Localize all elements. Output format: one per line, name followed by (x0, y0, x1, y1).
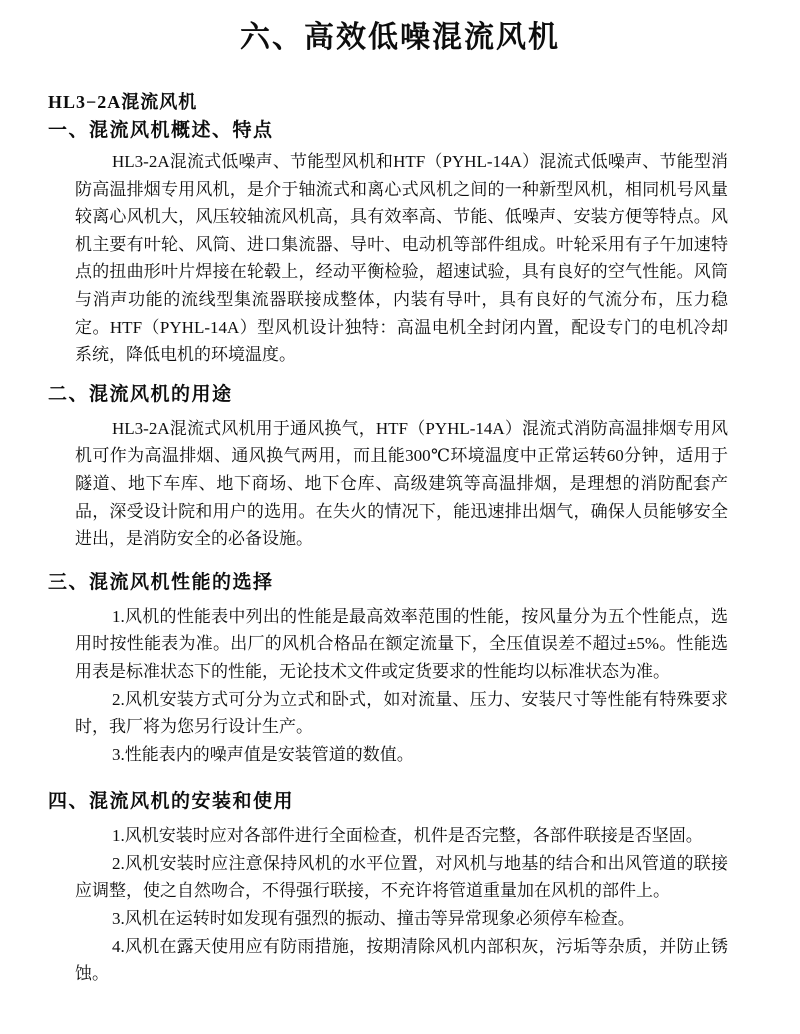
section-overview (0, 119, 800, 369)
installation-item-1: 1.风机安装时应对各部件进行全面检查，机件是否完整，各部件联接是否坚固。 (112, 826, 703, 846)
performance-item-3: 3.性能表内的噪声值是安装管道的数值。 (112, 744, 414, 764)
section-heading-overview: 一、混流风机概述、特点 (48, 120, 274, 141)
section-installation (0, 790, 800, 988)
section-heading-usage: 二、混流风机的用途 (48, 383, 233, 405)
section-performance-selection (0, 571, 800, 769)
product-name: HL3−2A混流风机 (48, 92, 198, 112)
section-heading-installation: 四、混流风机的安装和使用 (48, 791, 295, 813)
performance-item-2: 2.风机安装方式可分为立式和卧式，如对流量、压力、安装尺寸等性能有特殊要求时，我厂将为您另行设计生产。 (75, 689, 728, 737)
usage-paragraph: HL3-2A混流式风机用于通风换气，HTF（PYHL-14A）混流式消防高温排烟专用风机可作为高温排烟、通风换气两用，而且能300℃环境温度中正常运转60分钟，适用于隧道、地下车库、地下商场、地下仓库、高级建筑等高温排烟，是理想的消防配套产品，深受设计院和用户的选用。在失火的情况下，能迅速排出烟气，确保人员能够安全进出，是消防安全的必备设施。 (75, 418, 728, 549)
document-page (0, 20, 800, 1034)
installation-item-3: 3.风机在运转时如发现有强烈的振动、撞击等异常现象必须停车检查。 (112, 909, 635, 929)
page-title: 六、高效低噪混流风机 (240, 21, 560, 54)
section-heading-performance: 三、混流风机性能的选择 (48, 571, 274, 593)
installation-item-2: 2.风机安装时应注意保持风机的水平位置，对风机与地基的结合和出风管道的联接应调整，使之自然吻合，不得强行联接，不充许将管道重量加在风机的部件上。 (75, 853, 728, 901)
performance-item-1: 1.风机的性能表中列出的性能是最高效率范围的性能，按风量分为五个性能点，选用时按性能表为准。出厂的风机合格品在额定流量下，全压值误差不超过±5%。性能选用表是标准状态下的性能，无论技术文件或定货要求的性能均以标准状态为准。 (75, 606, 728, 681)
section-usage (0, 383, 800, 553)
overview-paragraph: HL3-2A混流式低噪声、节能型风机和HTF（PYHL-14A）混流式低噪声、节能型消防高温排烟专用风机，是介于轴流式和离心式风机之间的一种新型风机，相同机号风量较离心风机大，风压较轴流风机高，具有效率高、节能、低噪声、安装方便等特点。风机主要有叶轮、风筒、进口集流器、导叶、电动机等部件组成。叶轮采用有子午加速特点的扭曲形叶片焊接在轮毂上，经动平衡检验，超速试验，具有良好的空气性能。风筒与消声功能的流线型集流器联接成整体，内装有导叶，具有良好的气流分布，压力稳定。HTF（PYHL-14A）型风机设计独特：高温电机全封闭内置，配设专门的电机冷却系统，降低电机的环境温度。 (75, 152, 728, 365)
installation-item-4: 4.风机在露天使用应有防雨措施，按期清除风机内部积灰，污垢等杂质，并防止锈蚀。 (75, 936, 728, 984)
